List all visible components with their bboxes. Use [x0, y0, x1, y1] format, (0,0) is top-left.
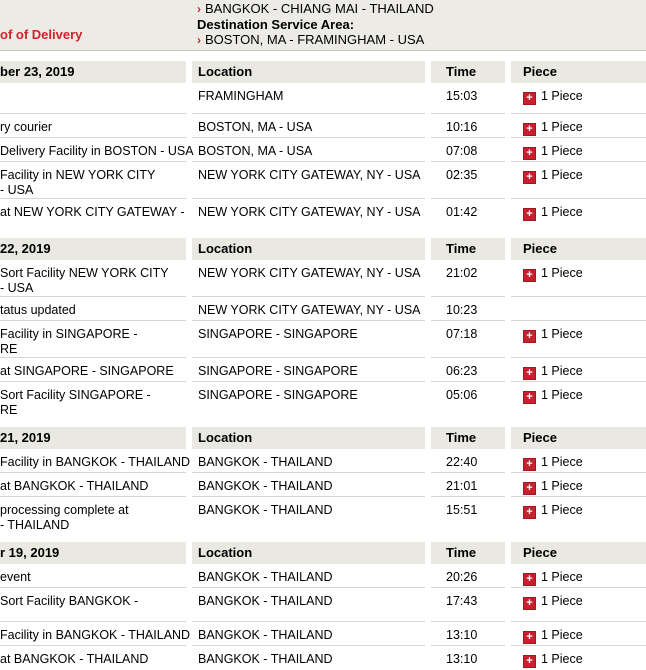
event-location: NEW YORK CITY GATEWAY, NY - USA: [192, 260, 425, 297]
table-row: [0, 646, 646, 670]
service-area-block: [197, 1, 434, 48]
event-description: Sort Facility SINGAPORE - RE: [0, 388, 151, 417]
event-time: 15:03: [431, 83, 505, 114]
date-header: 22, 2019: [0, 238, 186, 260]
column-header-location: Location: [192, 61, 425, 83]
column-header-time: Time: [431, 61, 505, 83]
table-row: [0, 497, 646, 533]
event-time: 13:10: [446, 652, 478, 666]
section-header-row: [0, 61, 646, 83]
column-header-location: Location: [192, 238, 425, 260]
event-time: 21:02: [431, 260, 505, 297]
event-description: at NEW YORK CITY GATEWAY -: [0, 205, 185, 219]
column-header-time: Time: [431, 542, 505, 564]
event-description: Facility in NEW YORK CITY - USA: [0, 162, 186, 199]
event-location: BANGKOK - THAILAND: [198, 652, 333, 666]
table-row: [0, 83, 646, 114]
event-time: 13:10: [431, 622, 505, 646]
event-description: processing complete at - THAILAND: [0, 503, 129, 532]
piece-expander[interactable]: [511, 588, 646, 622]
event-time: 02:35: [431, 162, 505, 199]
expand-plus-icon[interactable]: +: [523, 506, 536, 519]
event-description: Sort Facility BANGKOK -: [0, 588, 186, 622]
table-row: [0, 622, 646, 646]
expand-plus-icon[interactable]: +: [523, 573, 536, 586]
table-row: [0, 449, 646, 473]
table-row: [0, 588, 646, 622]
table-row: [0, 297, 646, 321]
column-header-piece: Piece: [511, 427, 646, 449]
event-location: BANGKOK - THAILAND: [198, 503, 333, 517]
column-header-time: Time: [431, 238, 505, 260]
piece-cell-empty: [511, 297, 646, 321]
piece-count-label: 1 Piece: [541, 652, 583, 666]
table-row: [0, 321, 646, 358]
piece-count-label: 1 Piece: [541, 594, 583, 608]
table-row: [0, 138, 646, 162]
event-description: at BANGKOK - THAILAND: [0, 652, 149, 666]
event-location: SINGAPORE - SINGAPORE: [192, 358, 425, 382]
chevron-right-icon: ›: [197, 33, 201, 47]
event-description: event: [0, 564, 186, 588]
tracking-table-oct-23: [0, 61, 646, 229]
piece-expander[interactable]: [511, 646, 646, 670]
section-header-row: [0, 542, 646, 564]
piece-count-label: 1 Piece: [541, 479, 583, 493]
piece-expander[interactable]: [511, 199, 646, 229]
event-description: tatus updated: [0, 297, 186, 321]
event-description: Sort Facility NEW YORK CITY - USA: [0, 260, 186, 297]
expand-plus-icon[interactable]: +: [523, 482, 536, 495]
piece-expander[interactable]: [511, 622, 646, 646]
event-location: BANGKOK - THAILAND: [192, 622, 425, 646]
piece-expander[interactable]: [511, 382, 646, 418]
event-time: 17:43: [431, 588, 505, 622]
table-row: [0, 564, 646, 588]
event-location: BANGKOK - THAILAND: [192, 449, 425, 473]
column-header-location: Location: [192, 427, 425, 449]
piece-count-label: 1 Piece: [541, 266, 583, 280]
piece-count-label: 1 Piece: [541, 388, 583, 402]
event-description: Facility in SINGAPORE - RE: [0, 321, 186, 358]
event-time: 05:06: [446, 388, 478, 402]
column-header-piece: Piece: [511, 61, 646, 83]
piece-expander[interactable]: [511, 358, 646, 382]
expand-plus-icon[interactable]: +: [523, 631, 536, 644]
event-time: 22:40: [431, 449, 505, 473]
chevron-right-icon: ›: [197, 2, 201, 16]
event-description: at SINGAPORE - SINGAPORE: [0, 358, 186, 382]
event-location: SINGAPORE - SINGAPORE: [192, 321, 425, 358]
piece-count-label: 1 Piece: [541, 89, 583, 103]
origin-route: › BANGKOK - CHIANG MAI - THAILAND: [197, 1, 434, 16]
piece-count-label: 1 Piece: [541, 503, 583, 517]
table-row: [0, 114, 646, 138]
event-location: BOSTON, MA - USA: [192, 114, 425, 138]
piece-count-label: 1 Piece: [541, 205, 583, 219]
piece-expander[interactable]: [511, 114, 646, 138]
event-time: 21:01: [431, 473, 505, 497]
event-description: ry courier: [0, 114, 186, 138]
event-description: at BANGKOK - THAILAND: [0, 473, 186, 497]
column-header-location: Location: [192, 542, 425, 564]
piece-expander[interactable]: [511, 321, 646, 358]
table-row: [0, 162, 646, 199]
piece-expander[interactable]: [511, 473, 646, 497]
table-row: [0, 199, 646, 229]
piece-count-label: 1 Piece: [541, 168, 583, 182]
section-header-row: [0, 427, 646, 449]
date-header: 21, 2019: [0, 427, 186, 449]
date-header: ber 23, 2019: [0, 61, 186, 83]
tracking-table-oct-21: [0, 427, 646, 533]
piece-expander[interactable]: [511, 564, 646, 588]
expand-plus-icon[interactable]: +: [523, 655, 536, 668]
piece-count-label: 1 Piece: [541, 144, 583, 158]
event-time: 07:08: [431, 138, 505, 162]
piece-expander[interactable]: [511, 138, 646, 162]
destination-route: › BOSTON, MA - FRAMINGHAM - USA: [197, 32, 425, 47]
piece-expander[interactable]: [511, 497, 646, 533]
event-time: 07:18: [431, 321, 505, 358]
piece-count-label: 1 Piece: [541, 455, 583, 469]
event-location: NEW YORK CITY GATEWAY, NY - USA: [198, 205, 421, 219]
expand-plus-icon[interactable]: +: [523, 367, 536, 380]
expand-plus-icon[interactable]: +: [523, 147, 536, 160]
expand-plus-icon[interactable]: +: [523, 330, 536, 343]
expand-plus-icon[interactable]: +: [523, 92, 536, 105]
event-location: SINGAPORE - SINGAPORE: [198, 388, 358, 402]
section-header-row: [0, 238, 646, 260]
event-description: Delivery Facility in BOSTON - USA: [0, 138, 186, 162]
expand-plus-icon[interactable]: +: [523, 171, 536, 184]
piece-count-label: 1 Piece: [541, 327, 583, 341]
table-row: [0, 382, 646, 418]
column-header-time: Time: [431, 427, 505, 449]
event-location: BANGKOK - THAILAND: [192, 588, 425, 622]
event-time: 20:26: [431, 564, 505, 588]
piece-expander[interactable]: [511, 83, 646, 114]
event-location: NEW YORK CITY GATEWAY, NY - USA: [192, 297, 425, 321]
event-location: FRAMINGHAM: [192, 83, 425, 114]
piece-expander[interactable]: [511, 260, 646, 297]
table-row: [0, 260, 646, 297]
date-header: r 19, 2019: [0, 542, 186, 564]
event-location: BANGKOK - THAILAND: [192, 473, 425, 497]
event-description: Facility in BANGKOK - THAILAND: [0, 622, 186, 646]
expand-plus-icon[interactable]: +: [523, 597, 536, 610]
event-description: Facility in BANGKOK - THAILAND: [0, 449, 186, 473]
event-location: BANGKOK - THAILAND: [192, 564, 425, 588]
expand-plus-icon[interactable]: +: [523, 208, 536, 221]
event-location: BOSTON, MA - USA: [192, 138, 425, 162]
table-row: [0, 473, 646, 497]
expand-plus-icon[interactable]: +: [523, 269, 536, 282]
event-time: 10:16: [431, 114, 505, 138]
column-header-piece: Piece: [511, 238, 646, 260]
destination-service-area-label: Destination Service Area:: [197, 17, 355, 32]
event-time: 10:23: [431, 297, 505, 321]
shipment-summary-header: [0, 0, 646, 51]
proof-of-delivery-label: of of Delivery: [0, 27, 83, 42]
piece-expander[interactable]: [511, 449, 646, 473]
piece-count-label: 1 Piece: [541, 628, 583, 642]
tracking-table-oct-22: [0, 238, 646, 418]
event-time: 01:42: [446, 205, 478, 219]
expand-plus-icon[interactable]: +: [523, 391, 536, 404]
piece-count-label: 1 Piece: [541, 120, 583, 134]
event-location: NEW YORK CITY GATEWAY, NY - USA: [192, 162, 425, 199]
event-time: 15:51: [446, 503, 478, 517]
piece-count-label: 1 Piece: [541, 364, 583, 378]
expand-plus-icon[interactable]: +: [523, 123, 536, 136]
table-row: [0, 358, 646, 382]
tracking-table-oct-19: [0, 542, 646, 670]
expand-plus-icon[interactable]: +: [523, 458, 536, 471]
event-description: [0, 83, 186, 114]
event-time: 06:23: [431, 358, 505, 382]
piece-expander[interactable]: [511, 162, 646, 199]
piece-count-label: 1 Piece: [541, 570, 583, 584]
column-header-piece: Piece: [511, 542, 646, 564]
